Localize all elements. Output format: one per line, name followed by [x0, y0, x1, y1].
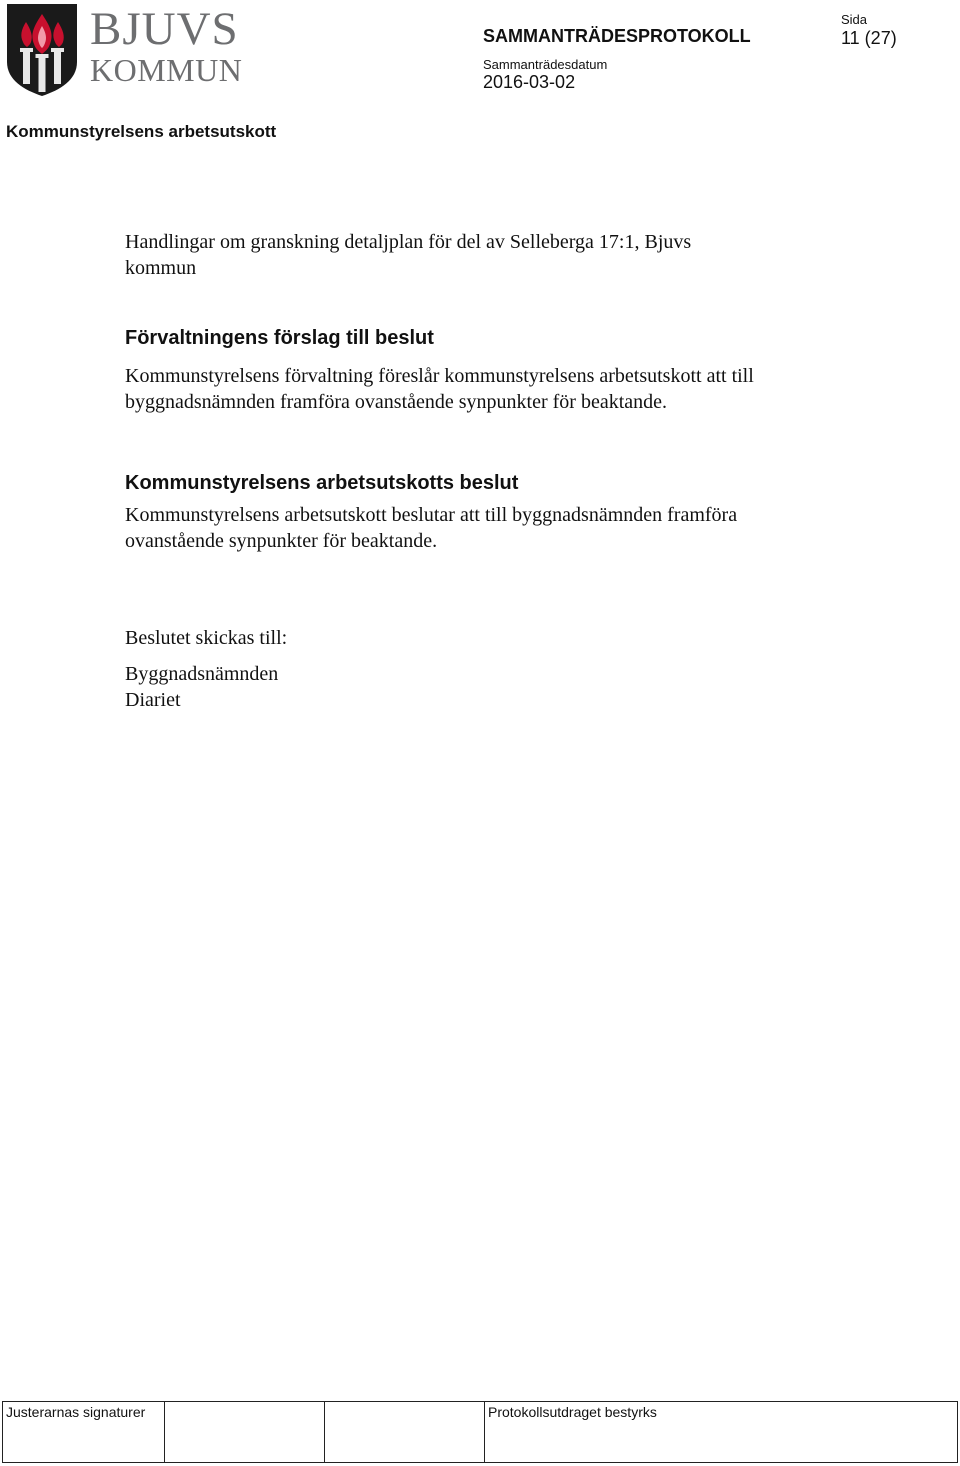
signatures-label: Justerarnas signaturer — [6, 1404, 146, 1420]
municipality-logo — [4, 2, 244, 98]
matter-title: Handlingar om granskning detaljplan för del av Selleberga 17:1, Bjuvs kommun — [125, 231, 692, 279]
recipient-item: Diariet — [125, 689, 181, 711]
meeting-date-value: 2016-03-02 — [483, 72, 576, 92]
page-label: Sida — [841, 12, 868, 27]
meeting-date-label: Sammanträdesdatum — [483, 57, 608, 72]
recipient-item: Byggnadsnämnden — [125, 663, 279, 685]
page-number: 11 (27) — [841, 28, 897, 48]
sent-to-label: Beslutet skickas till: — [125, 627, 288, 649]
committee-name: Kommunstyrelsens arbetsutskott — [6, 122, 277, 141]
logo-text-bjuvs: BJUVS — [90, 3, 239, 55]
certified-label: Protokollsutdraget bestyrks — [488, 1404, 657, 1420]
decision-heading: Kommunstyrelsens arbetsutskotts beslut — [125, 472, 519, 494]
signature-table — [2, 1401, 958, 1463]
signatures-cell — [3, 1402, 165, 1463]
certified-cell — [485, 1402, 958, 1463]
signature-footer — [2, 1401, 958, 1463]
signature-box — [165, 1402, 325, 1463]
proposal-heading: Förvaltningens förslag till beslut — [125, 327, 434, 349]
proposal-text: Kommunstyrelsens förvaltning föreslår kommunstyrelsens arbetsutskott att till byggnadsnämnden framföra ovanstående synpunkter för beaktande. — [125, 365, 754, 413]
signature-box — [325, 1402, 485, 1463]
logo-text-kommun: KOMMUN — [90, 52, 243, 88]
coat-of-arms-icon — [4, 2, 80, 98]
document-type: SAMMANTRÄDESPROTOKOLL — [483, 26, 751, 46]
decision-text: Kommunstyrelsens arbetsutskott beslutar att till byggnadsnämnden framföra ovanstående synpunkter för beaktande. — [125, 504, 738, 552]
